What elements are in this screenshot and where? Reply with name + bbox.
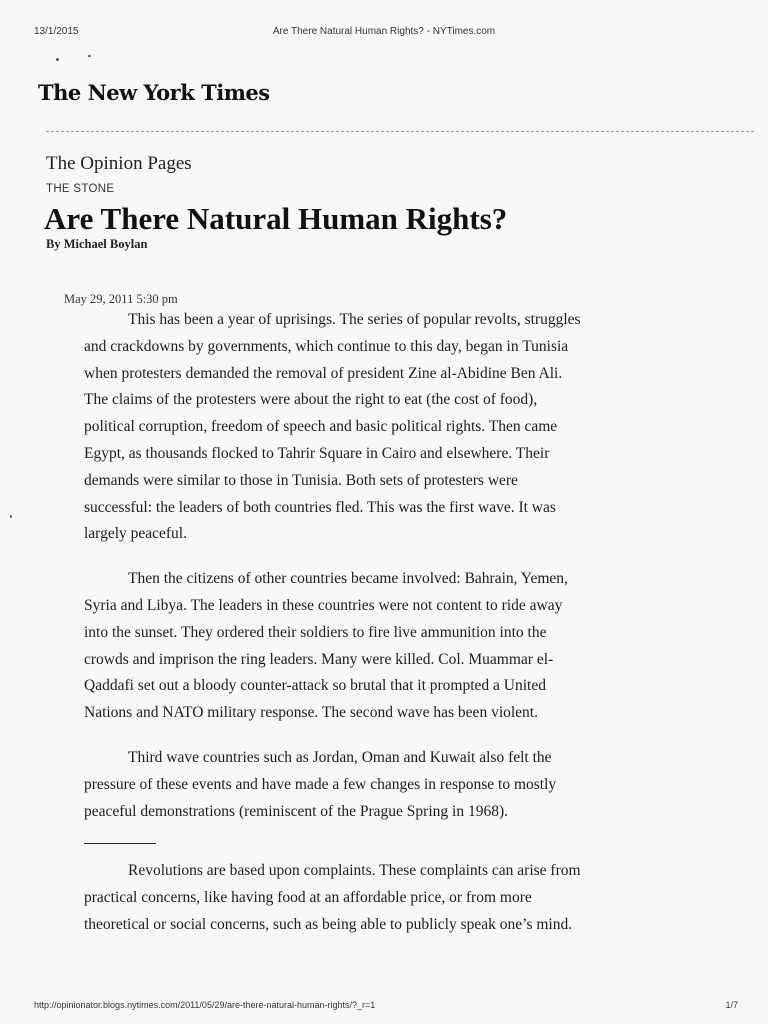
paragraph-gap [84, 548, 684, 566]
paragraph-line: theoretical or social concerns, such as being able to publicly speak one’s mind. [84, 915, 573, 933]
paragraph-line: successful: the leaders of both countries fled. This was the first wave. It was [84, 498, 556, 516]
paragraph-line: political corruption, freedom of speech and basic political rights. Then came [84, 418, 558, 436]
paragraph-line: Then the citizens of other countries became involved: Bahrain, Yemen, [128, 570, 568, 588]
paragraph-line: Revolutions are based upon complaints. These complaints can arise from [128, 862, 581, 880]
column-label: THE STONE [46, 183, 115, 195]
paragraph-line: largely peaceful. [84, 525, 187, 543]
section-separator-rule [84, 843, 156, 844]
paragraph-line: into the sunset. They ordered their soldiers to fire live ammunition into the [84, 623, 547, 641]
paragraph-line: peaceful demonstrations (reminiscent of the Prague Spring in 1968). [84, 802, 508, 820]
paragraph [84, 858, 684, 938]
paragraph-line: Nations and NATO military response. The second wave has been violent. [84, 704, 538, 722]
paragraph-line: when protesters demanded the removal of president Zine al-Abidine Ben Ali. [84, 364, 563, 382]
print-date: 13/1/2015 [34, 26, 79, 37]
dateline: May 29, 2011 5:30 pm [64, 292, 178, 306]
article-headline: Are There Natural Human Rights? [44, 201, 508, 236]
page-number: 1/7 [725, 1000, 738, 1010]
paragraph [84, 566, 684, 727]
paragraph-line: demands were similar to those in Tunisia. Both sets of protesters were [84, 471, 518, 489]
scan-speck [10, 515, 12, 518]
paragraph-line: Egypt, as thousands flocked to Tahrir Square in Cairo and elsewhere. Their [84, 444, 550, 462]
masthead-logo: The New York Times [38, 80, 270, 105]
paragraph-line: pressure of these events and have made a few changes in response to mostly [84, 775, 557, 793]
paragraph-line: This has been a year of uprisings. The series of popular revolts, struggles [128, 311, 581, 328]
section-title: The Opinion Pages [46, 153, 192, 174]
paragraph [84, 307, 684, 548]
paragraph-line: crowds and imprison the ring leaders. Many were killed. Col. Muammar el- [84, 650, 554, 668]
paragraph-line: Syria and Libya. The leaders in these countries were not content to ride away [84, 596, 563, 614]
paragraph-line: Third wave countries such as Jordan, Oman and Kuwait also felt the [128, 748, 552, 766]
masthead-rule [46, 131, 754, 132]
paragraph-line: The claims of the protesters were about the right to eat (the cost of food), [84, 391, 538, 409]
footer-url: http://opinionator.blogs.nytimes.com/2011/05/29/are-there-natural-human-rights/?_r=1 [34, 1000, 376, 1010]
byline: By Michael Boylan [46, 237, 148, 251]
paragraph [84, 745, 684, 825]
scan-speck [56, 58, 59, 61]
paragraph-gap [84, 727, 684, 745]
paragraph-line: and crackdowns by governments, which continue to this day, began in Tunisia [84, 337, 569, 355]
paragraph-line: Qaddafi set out a bloody counter-attack so brutal that it prompted a United [84, 677, 546, 695]
article-body [84, 307, 684, 939]
paragraph-line: practical concerns, like having food at an affordable price, or from more [84, 889, 532, 907]
scan-speck [88, 55, 91, 57]
print-title: Are There Natural Human Rights? - NYTimes.com [272, 26, 496, 37]
